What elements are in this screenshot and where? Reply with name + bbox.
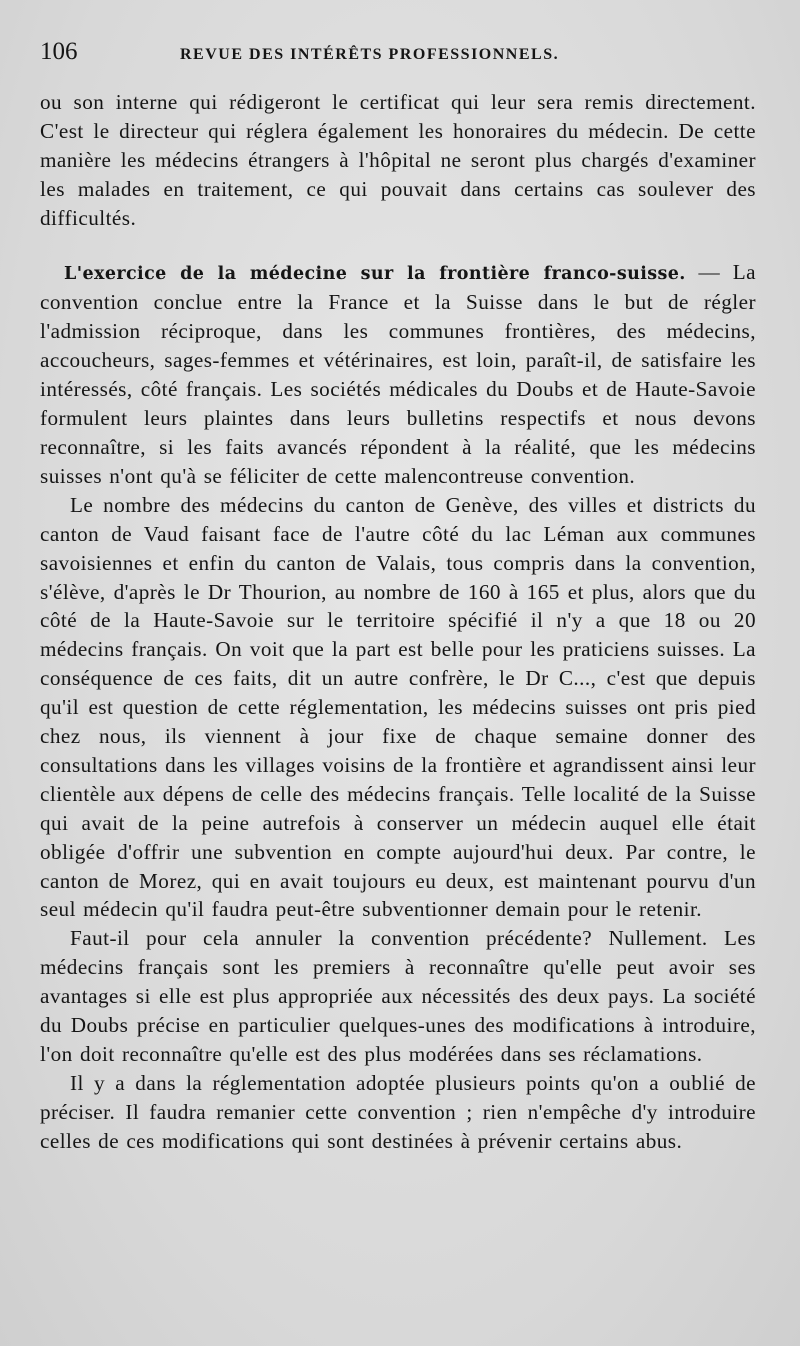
section-gap <box>40 233 756 258</box>
running-head <box>40 38 756 82</box>
journal-title: REVUE DES INTÉRÊTS PROFESSIONNELS. <box>180 46 560 63</box>
paragraph-continuation: ou son interne qui rédigeront le certificat qui leur sera remis directement. C'est le directeur qui réglera également les honoraires du médecin. De cette manière les médecins étrangers à l'hôpital ne seront plus chargés d'examiner les malades en traitement, ce qui pouvait dans certains cas soulever des difficultés. <box>40 90 756 230</box>
section-intro-text: — La convention conclue entre la France et la Suisse dans le but de régler l'admission réciproque, dans les communes frontières, des médecins, accoucheurs, sages-femmes et vétérinaires, est loin, paraît-il, de satisfaire les intéressés, côté français. Les sociétés médicales du Doubs et de Haute-Savoie formulent leurs plaintes dans leurs bulletins respectifs et nous devons reconnaître, si les faits avancés répondent à la réalité, que les médecins suisses n'ont qu'à se féliciter de cette malencontreuse convention. <box>40 259 756 488</box>
paragraph-3: Faut-il pour cela annuler la convention précédente? Nullement. Les médecins français sont les premiers à reconnaître qu'elle peut avoir ses avantages si elle est plus appropriée aux nécessités des deux pays. La société du Doubs précise en particulier quelques-unes des modifications à introduire, l'on doit reconnaître qu'elle est des plus modérées dans ses réclamations. <box>40 926 756 1066</box>
body-text <box>40 88 756 1156</box>
paragraph-4: Il y a dans la réglementation adoptée plusieurs points qu'on a oublié de préciser. Il faudra remanier cette convention ; rien n'empêche d'y introduire celles de ces modifications qui sont destinées à prévenir certains abus. <box>40 1070 756 1153</box>
paragraph-section-intro <box>40 258 756 491</box>
page-number: 106 <box>40 38 78 65</box>
paragraph-2: Le nombre des médecins du canton de Genève, des villes et districts du canton de Vaud faisant face de l'autre côté du lac Léman aux communes savoisiennes et enfin du canton de Valais, tous compris dans la convention, s'élève, d'après le Dr Thourion, au nombre de 160 à 165 et plus, alors que du côté de la Haute-Savoie sur le territoire spécifié il n'y a que 18 ou 20 médecins français. On voit que la part est belle pour les praticiens suisses. La conséquence de ces faits, dit un autre confrère, le Dr C..., c'est que depuis qu'il est question de cette réglementation, les médecins suisses ont pris pied chez nous, ils viennent à jour fixe de chaque semaine donner des consultations dans les villages voisins de la frontière et agrandissent ainsi leur clientèle aux dépens de celle des médecins français. Telle localité de la Suisse qui avait de la peine autrefois à conserver un médecin auquel elle était obligée d'offrir une subvention en compte aujourd'hui deux. Par contre, le canton de Morez, qui en avait toujours eu deux, est maintenant pourvu d'un seul médecin qu'il faudra peut-être subventionner demain pour le retenir. <box>40 492 756 922</box>
section-title: L'exercice de la médecine sur la frontière franco-suisse. <box>64 263 686 284</box>
